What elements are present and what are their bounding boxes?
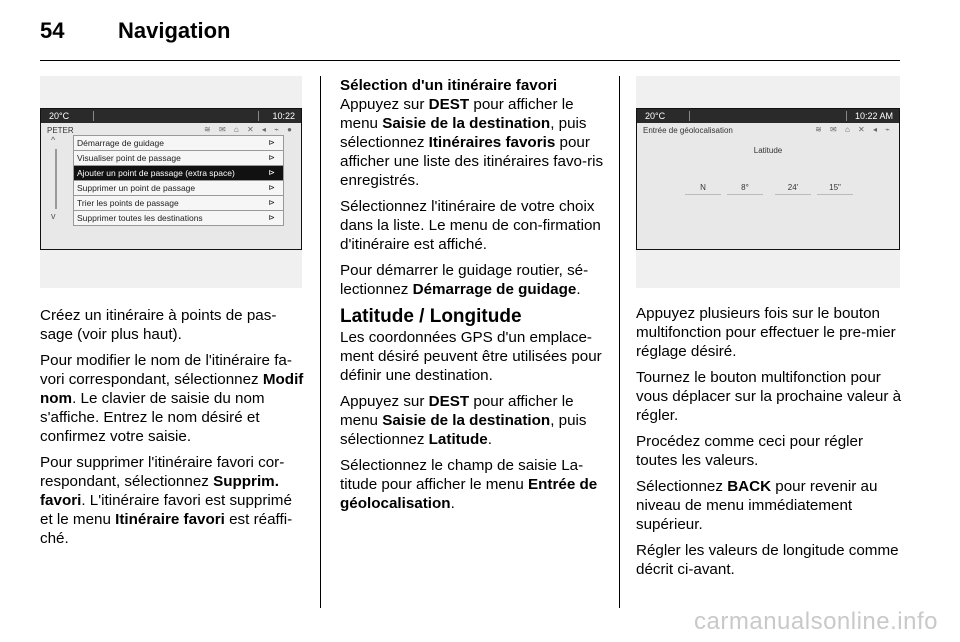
paragraph: Pour démarrer le guidage routier, sé-lectionnez Démarrage de guidage.: [340, 262, 589, 298]
column-2-text: [340, 76, 606, 520]
scroll-down-icon[interactable]: v: [51, 211, 56, 221]
menu-item[interactable]: [73, 196, 284, 211]
menu-item-label: Démarrage de guidage: [77, 138, 164, 148]
column-1-text: [40, 306, 308, 555]
chevron-right-icon: ⊳: [268, 213, 275, 222]
paragraph: Créez un itinéraire à points de pas-sage (voir plus haut).: [40, 307, 277, 343]
page-title: Navigation: [118, 18, 231, 43]
chevron-right-icon: ⊳: [268, 138, 275, 147]
paragraph: Régler les valeurs de longitude comme décrit ci-avant.: [636, 542, 899, 578]
menu-term: Supprim. favori: [40, 473, 279, 509]
degrees-field[interactable]: 8°: [727, 183, 763, 195]
paragraph: Sélectionnez le champ de saisie La-titude pour afficher le menu Entrée de géolocalisation.: [340, 457, 598, 512]
status-separator: [258, 111, 259, 121]
temperature: 20°C: [49, 111, 70, 121]
menu-term: Modif nom: [40, 371, 304, 407]
menu-item[interactable]: [73, 151, 284, 166]
coordinate-label: Latitude: [753, 146, 783, 155]
route-menu: [73, 135, 284, 226]
watermark: carmanualsonline.info: [694, 608, 938, 635]
menu-term: Itinéraire favori: [115, 511, 225, 528]
menu-item-selected[interactable]: [73, 166, 284, 181]
paragraph: Pour supprimer l'itinéraire favori cor-respondant, sélectionnez Supprim. favori. L'itinéraire favori est supprimé et le menu Itinéraire favori est réaffi-ché.: [40, 454, 293, 547]
chevron-right-icon: ⊳: [268, 198, 275, 207]
section-heading: Latitude / Longitude: [340, 306, 522, 327]
screen-body: [41, 123, 301, 249]
chevron-right-icon: ⊳: [268, 183, 275, 192]
menu-item-label: Supprimer toutes les destinations: [77, 213, 203, 223]
screenshot-2: [636, 108, 900, 250]
screen-title: Entrée de géolocalisation: [643, 126, 733, 135]
menu-item-label: Visualiser point de passage: [77, 153, 181, 163]
paragraph: Sélectionnez l'itinéraire de votre choix dans la liste. Le menu de con-firmation d'itinéraire est affiché.: [340, 198, 601, 253]
minutes-field[interactable]: 24': [775, 183, 811, 195]
column-divider-2: [619, 76, 620, 608]
column-3-text: [636, 304, 906, 586]
status-separator: [846, 111, 847, 121]
paragraph: Tournez le bouton multifonction pour vous déplacer sur la prochaine valeur à régler.: [636, 369, 902, 424]
paragraph: Les coordonnées GPS d'un emplace-ment désiré peuvent être utilisées pour définir une destination.: [340, 329, 602, 384]
menu-item-label: Supprimer un point de passage: [77, 183, 196, 193]
clock: 10:22: [272, 111, 295, 121]
page-number: 54: [40, 18, 65, 43]
temperature: 20°C: [645, 111, 666, 121]
menu-item-label: Trier les points de passage: [77, 198, 179, 208]
paragraph: Sélectionnez BACK pour revenir au niveau de menu immédiatement supérieur.: [636, 478, 878, 533]
menu-item[interactable]: [73, 211, 284, 226]
chevron-right-icon: ⊳: [268, 168, 275, 177]
paragraph: Pour modifier le nom de l'itinéraire fa-vori correspondant, sélectionnez Modif nom. Le clavier de saisie du nom s'affiche. Entrez le nom désiré et confirmez votre saisie.: [40, 352, 304, 445]
column-divider-1: [320, 76, 321, 608]
route-name: PETER: [47, 126, 74, 135]
scrollbar[interactable]: [55, 149, 57, 209]
menu-item-label: Ajouter un point de passage (extra space): [77, 168, 235, 178]
menu-item[interactable]: [73, 135, 284, 151]
status-icons: ≋ ✉ ⌂ ✕ ◂ ⌁: [815, 125, 893, 134]
paragraph: Procédez comme ceci pour régler toutes les valeurs.: [636, 433, 864, 469]
paragraph: Appuyez plusieurs fois sur le bouton multifonction pour effectuer le pre-mier réglage désiré.: [636, 305, 896, 360]
status-bar: [637, 109, 899, 123]
paragraph: Appuyez sur DEST pour afficher le menu Saisie de la destination, puis sélectionnez Latitude.: [340, 393, 587, 448]
status-separator: [93, 111, 94, 121]
status-separator: [689, 111, 690, 121]
subheading: Sélection d'un itinéraire favori: [340, 77, 558, 94]
status-bar: [41, 109, 301, 123]
header-rule: [40, 60, 900, 61]
status-icons: ≋ ✉ ⌂ ✕ ◂ ⌁ ●: [204, 125, 295, 134]
seconds-field[interactable]: 15": [817, 183, 853, 195]
screenshot-1: [40, 108, 302, 250]
scroll-up-icon[interactable]: ^: [51, 135, 56, 145]
hemisphere-field[interactable]: N: [685, 183, 721, 195]
chevron-right-icon: ⊳: [268, 153, 275, 162]
menu-item[interactable]: [73, 181, 284, 196]
screen-body: [637, 123, 899, 249]
paragraph: Appuyez sur DEST pour afficher le menu Saisie de la destination, puis sélectionnez Itinéraires favoris pour afficher une liste des itinéraires favo-ris enregistrés.: [340, 96, 604, 189]
clock: 10:22 AM: [854, 111, 893, 121]
